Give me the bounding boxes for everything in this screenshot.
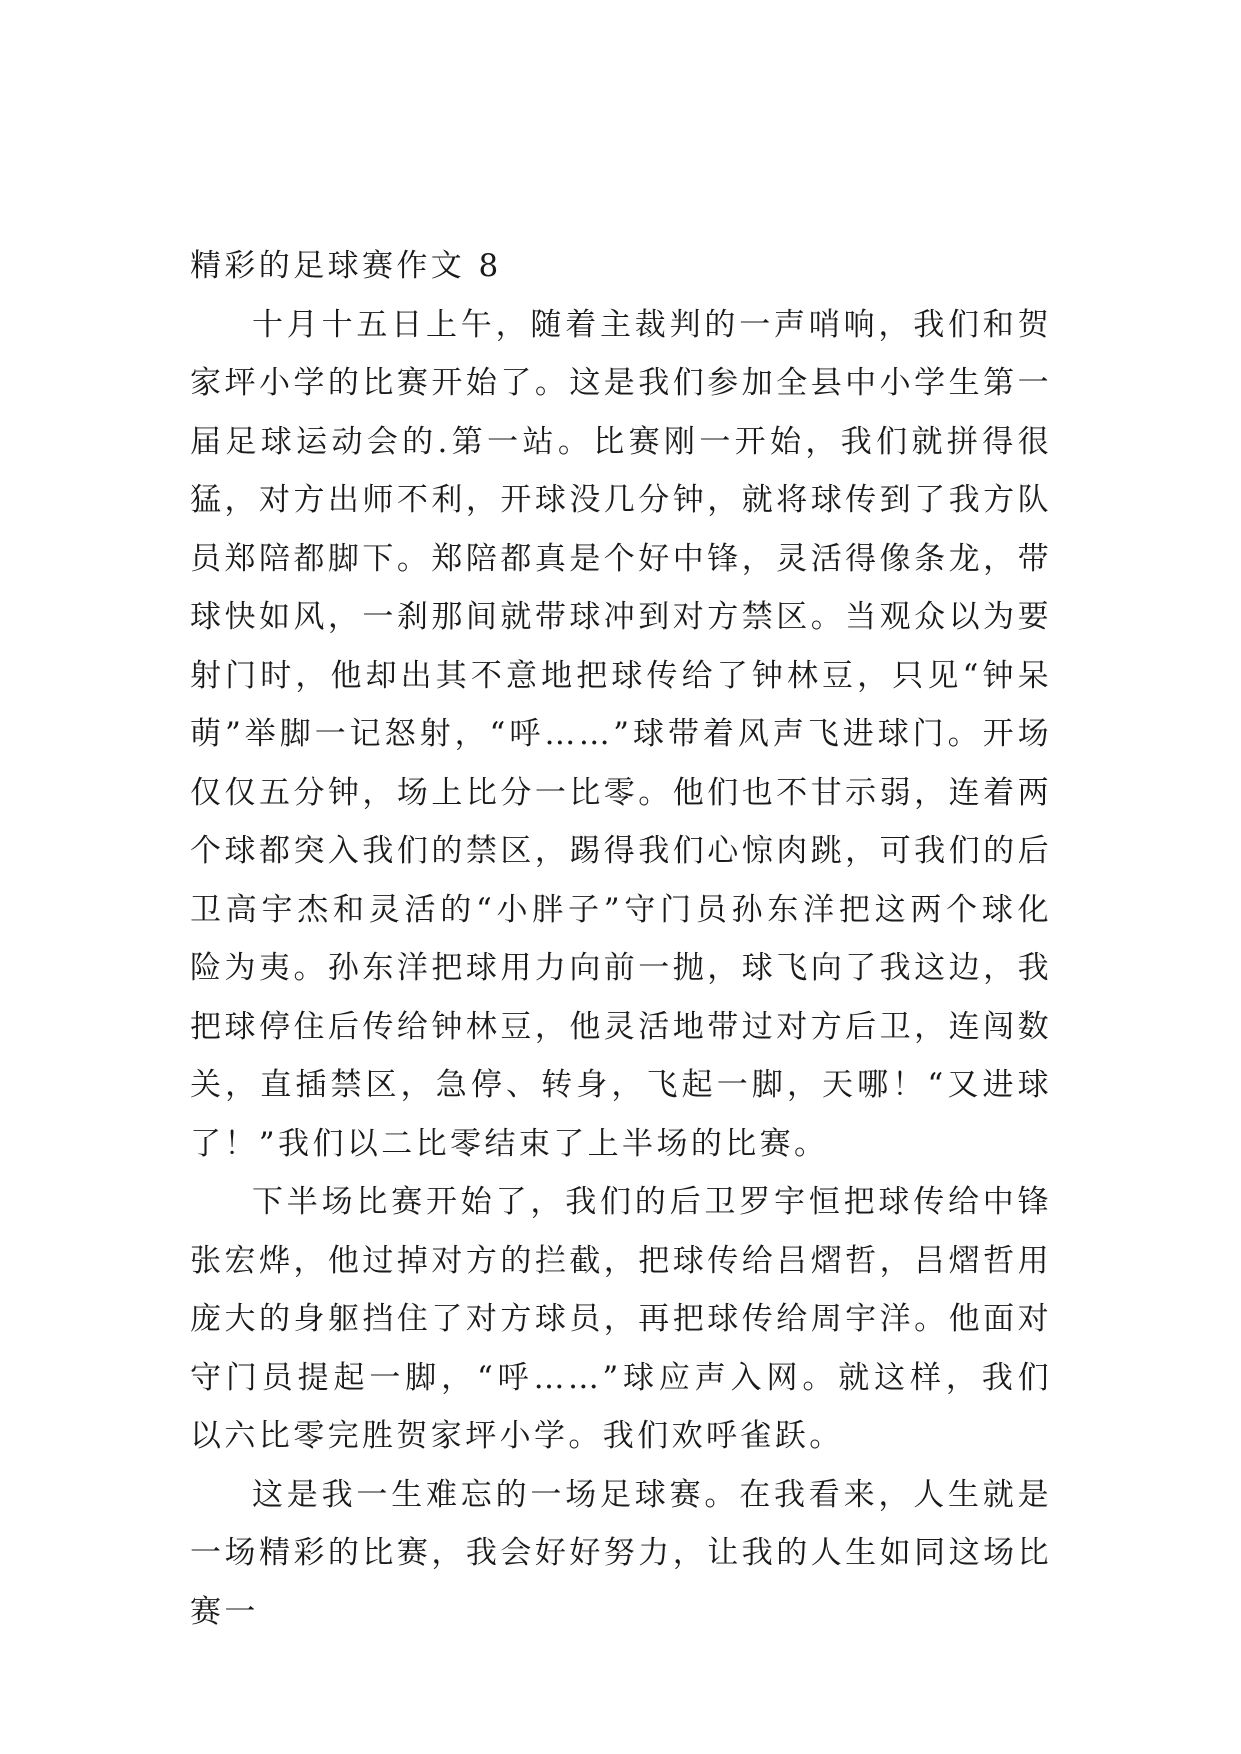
essay-paragraph-3: 这是我一生难忘的一场足球赛。在我看来，人生就是一场精彩的比赛，我会好好努力，让我的人生如同这场比赛一 (190, 1476, 1052, 1630)
essay-paragraph-2: 下半场比赛开始了，我们的后卫罗宇恒把球传给中锋张宏烨，他过掉对方的拦截，把球传给吕熠哲，吕熠哲用庞大的身躯挡住了对方球员，再把球传给周宇洋。他面对守门员提起一脚，“呼……”球应声入网。就这样，我们以六比零完胜贺家坪小学。我们欢呼雀跃。 (190, 1184, 1052, 1454)
essay-paragraph-1: 十月十五日上午，随着主裁判的一声哨响，我们和贺家坪小学的比赛开始了。这是我们参加全县中小学生第一届足球运动会的.第一站。比赛刚一开始，我们就拼得很猛，对方出师不利，开球没几分钟，就将球传到了我方队员郑陪都脚下。郑陪都真是个好中锋，灵活得像条龙，带球快如风，一刹那间就带球冲到对方禁区。当观众以为要射门时，他却出其不意地把球传给了钟林豆，只见“钟呆萌”举脚一记怒射，“呼……”球带着风声飞进球门。开场仅仅五分钟，场上比分一比零。他们也不甘示弱，连着两个球都突入我们的禁区，踢得我们心惊肉跳，可我们的后卫高宇杰和灵活的“小胖子”守门员孙东洋把这两个球化险为夷。孙东洋把球用力向前一抛，球飞向了我这边，我把球停住后传给钟林豆，他灵活地带过对方后卫，连闯数关，直插禁区，急停、转身，飞起一脚，天哪！“又进球了！”我们以二比零结束了上半场的比赛。 (190, 306, 1052, 1162)
essay-body (190, 237, 1052, 1641)
essay-title: 精彩的足球赛作文 8 (190, 248, 502, 284)
